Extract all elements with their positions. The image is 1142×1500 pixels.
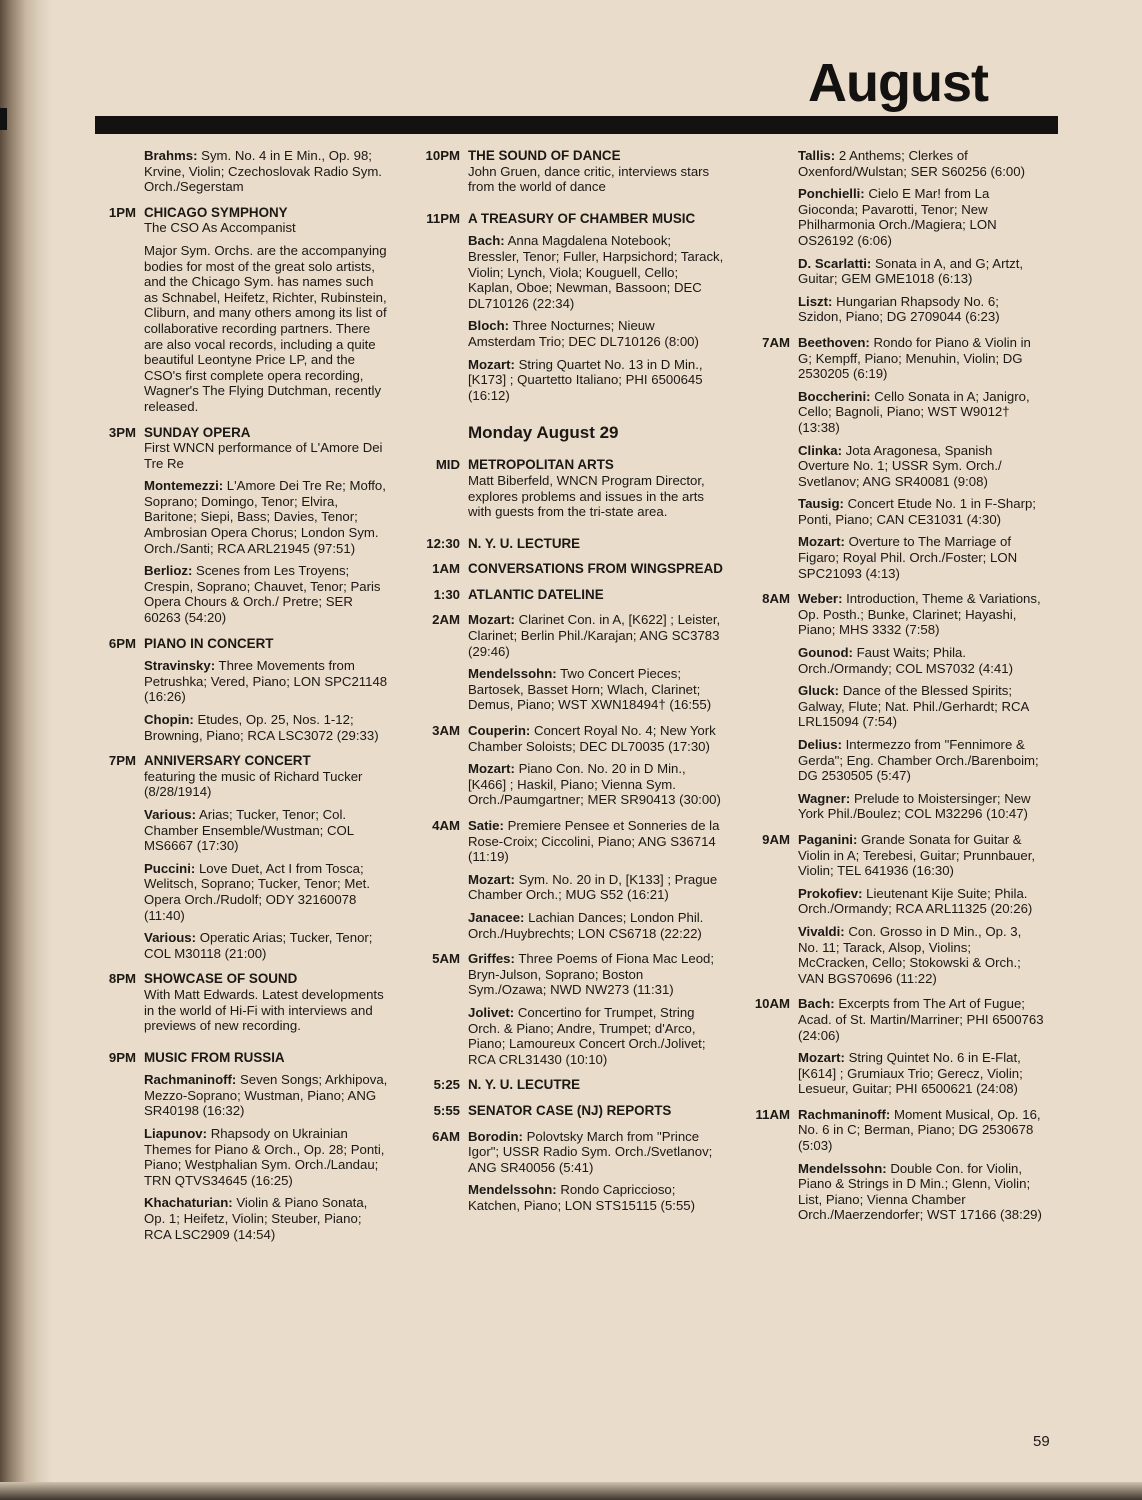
composer-name: Brahms: [144, 148, 198, 163]
recording-entry [468, 357, 724, 404]
recording-entry [798, 1107, 1044, 1154]
slot-body [468, 1129, 724, 1214]
recording-details: Lachian Dances; London Phil. Orch./Huybrechts; LON CS6718 (22:22) [468, 909, 704, 941]
slot-time: 10AM [754, 996, 790, 1012]
composer-name: Chopin: [144, 712, 194, 727]
slot-body [468, 457, 724, 525]
slot-body [468, 587, 724, 603]
slot-time: 5:55 [433, 1102, 460, 1118]
slot-time: 3PM [108, 424, 136, 440]
recording-entry [144, 1126, 390, 1188]
recording-entry [798, 335, 1044, 382]
program-description: With Matt Edwards. Latest developments in the world of Hi-Fi with interviews and previews of new recording. [144, 986, 384, 1034]
composer-name: Paganini: [798, 831, 858, 847]
slot-time: 1:30 [433, 586, 460, 602]
slot-time: 9AM [762, 831, 790, 847]
recording-details: Sym. No. 20 in D, [K133] ; Prague Chamber Orch.; MUG S52 (16:21) [468, 871, 718, 903]
recording-details: Polovtsky March from "Prince Igor"; USSR Radio Sym. Orch./Svetlanov; ANG SR40056 (5:41) [468, 1128, 713, 1175]
slot-body [468, 951, 724, 1067]
recording-details: Overture to The Marriage of Figaro; Royal Phil. Orch./Foster; LON SPC21093 (4:13) [798, 534, 1018, 581]
program-title: CHICAGO SYMPHONY [144, 204, 288, 220]
recording-details: Three Poems of Fiona Mac Leod; Bryn-Julson, Soprano; Boston Sym./Ozawa; NWD NW273 (11:31) [468, 951, 715, 998]
composer-name: Mendelssohn: [468, 1182, 557, 1198]
schedule-slot [744, 148, 1044, 325]
recording-details: String Quartet No. 13 in D Min., [K173] ; Quartetto Italiano; PHI 6500645 (16:12) [468, 356, 703, 403]
recording-details: Anna Magdalena Notebook; Bressler, Tenor; Fuller, Harpsichord; Tarack, Violin; Lynch, Viola; Kouguell, Cello; Kaplan, Oboe; Newman, Bassoon; DEC DL710126 (22:34) [468, 233, 724, 311]
composer-name: Liapunov: [144, 1126, 208, 1142]
schedule-slot [90, 148, 390, 195]
recording-details: Seven Songs; Arkhipova, Mezzo-Soprano; Wustman, Piano; ANG SR40198 (16:32) [144, 1072, 388, 1119]
slot-time: 5AM [432, 951, 460, 967]
slot-time: 10PM [425, 148, 460, 163]
recording-entry [468, 951, 724, 998]
schedule-slot [414, 536, 724, 552]
composer-name: Mozart: [468, 612, 515, 628]
slot-body [798, 996, 1044, 1097]
composer-name: Beethoven: [798, 334, 870, 350]
recording-details: Scenes from Les Troyens; Crespin, Soprano; Chauvet, Tenor; Paris Opera Chours & Orch./ Pretre; SER 60263 (54:20) [144, 563, 381, 626]
slot-body [144, 148, 390, 195]
slot-time: 1AM [432, 561, 460, 577]
page-number: 59 [1033, 1433, 1050, 1450]
schedule-slot [414, 457, 724, 525]
composer-name: Tallis: [798, 148, 836, 163]
composer-name: Vivaldi: [798, 923, 845, 939]
composer-name: Bach: [468, 233, 505, 249]
slot-body [468, 1103, 724, 1119]
composer-name: Puccini: [144, 860, 196, 876]
schedule-slot [744, 1107, 1044, 1223]
slot-body [468, 612, 724, 713]
slot-body [798, 1107, 1044, 1223]
recording-details: Operatic Arias; Tucker, Tenor; COL M30118 (21:00) [144, 930, 373, 961]
recording-details: Jota Aragonesa, Spanish Overture No. 1; USSR Sym. Orch./ Svetlanov; ANG SR40081 (9:08) [798, 442, 1002, 489]
program-description: The CSO As Accompanist [144, 220, 296, 236]
recording-entry [798, 534, 1044, 581]
recording-details: Two Concert Pieces; Bartosek, Basset Horn; Wlach, Clarinet; Demus, Piano; WST XWN18494† (16:55) [468, 666, 712, 713]
recording-entry [798, 294, 1044, 325]
schedule-slot [744, 996, 1044, 1097]
slot-time: 7AM [762, 334, 790, 350]
composer-name: Delius: [798, 737, 842, 752]
recording-entry [144, 1072, 390, 1119]
composer-name: Stravinsky: [144, 658, 216, 674]
slot-time: 11AM [755, 1106, 790, 1122]
recording-entry [144, 243, 390, 415]
slot-time: 11PM [426, 210, 460, 226]
schedule-slot [414, 1103, 724, 1119]
program-title: SUNDAY OPERA [144, 424, 251, 440]
composer-name: Prokofiev: [798, 885, 863, 901]
header-rule [95, 116, 1058, 134]
composer-name: Mozart: [468, 761, 515, 777]
composer-name: Jolivet: [468, 1004, 515, 1020]
recording-entry [798, 645, 1044, 676]
composer-name: Gluck: [798, 683, 840, 699]
slot-time: 6PM [108, 635, 136, 651]
slot-time: 2AM [432, 612, 460, 628]
recording-details: Rhapsody on Ukrainian Themes for Piano & Orch., Op. 28; Ponti, Piano; Westphalian Sym. Orch./Landau; TRN QTVS34645 (16:25) [144, 1126, 385, 1188]
recording-entry [144, 148, 390, 195]
column-1 [90, 148, 390, 1242]
slot-body [468, 148, 724, 201]
recording-details: Double Con. for Violin, Piano & Strings in D Min.; Glenn, Violin; List, Piano; Vienna Chamber Orch./Maerzendorfer; WST 17166 (38:29) [798, 1160, 1042, 1223]
schedule-slot [90, 205, 390, 415]
composer-name: Gounod: [798, 645, 853, 661]
recording-details: L'Amore Dei Tre Re; Moffo, Soprano; Domingo, Tenor; Elvira, Baritone; Siepi, Bass; Davies, Tenor; Ambrosian Opera Chorus; London Sym. Orch./Santi; RCA ARL21945 (97:51) [144, 478, 386, 556]
recording-entry [144, 807, 390, 854]
slot-body [468, 561, 724, 577]
slot-time [90, 148, 144, 195]
recording-details: Grande Sonata for Guitar & Violin in A; Terebesi, Guitar; Prunnbauer, Violin; TEL 641936 (16:30) [798, 831, 1036, 879]
composer-name: Wagner: [798, 790, 851, 806]
program-description: John Gruen, dance critic, interviews stars from the world of dance [468, 163, 710, 195]
recording-details: Etudes, Op. 25, Nos. 1-12; Browning, Piano; RCA LSC3072 (29:33) [144, 712, 379, 743]
schedule-slot [414, 148, 724, 201]
recording-details: Hungarian Rhapsody No. 6; Szidon, Piano; DG 2709044 (6:23) [798, 293, 1000, 325]
recording-entry [798, 443, 1044, 490]
recording-entry [468, 872, 724, 903]
month-heading: August [808, 53, 988, 113]
column-3 [744, 148, 1044, 1223]
program-title: N. Y. U. LECUTRE [468, 1077, 581, 1093]
recording-details: Piano Con. No. 20 in D Min., [K466] ; Haskil, Piano; Vienna Sym. Orch./Paumgartner; MER SR90413 (30:00) [468, 761, 721, 808]
slot-body [468, 723, 724, 808]
composer-name: Satie: [468, 818, 504, 833]
composer-name: D. Scarlatti: [798, 255, 872, 271]
slot-time: 4AM [432, 818, 460, 833]
recording-entry [798, 683, 1044, 730]
recording-entry [468, 1129, 724, 1176]
slot-time: 3AM [432, 723, 460, 739]
program-description: Matt Biberfeld, WNCN Program Director, explores problems and issues in the arts with guests from the tri-state area. [468, 472, 705, 520]
schedule-slot [90, 636, 390, 744]
schedule-slot [744, 832, 1044, 986]
program-title: SHOWCASE OF SOUND [144, 971, 298, 987]
schedule-slot [414, 211, 724, 404]
slot-body [144, 753, 390, 961]
recording-details: Major Sym. Orchs. are the accompanying bodies for most of the great solo artists, and the Chicago Sym. has names such as Schnabel, Heifetz, Richter, Rubinstein, Cliburn, and many others among its list of collaborative recording partners. There are also vocal records, including a quite beautiful Leontyne Price LP, and the CSO's first complete opera recording, Wagner's The Flying Dutchman, recently released. [144, 242, 387, 414]
recording-entry [144, 478, 390, 556]
recording-entry [468, 818, 724, 865]
slot-body [798, 591, 1044, 822]
schedule-slot [90, 971, 390, 1039]
recording-details: Rondo for Piano & Violin in G; Kempff, Piano; Menuhin, Violin; DG 2530205 (6:19) [798, 334, 1031, 382]
program-description: First WNCN performance of L'Amore Dei Tre Re [144, 440, 383, 471]
recording-details: Clarinet Con. in A, [K622] ; Leister, Clarinet; Berlin Phil./Karajan; ANG SC3783 (29:46) [468, 612, 721, 659]
schedule-slot [744, 591, 1044, 822]
composer-name: Couperin: [468, 723, 531, 739]
recording-details: Cello Sonata in A; Janigro, Cello; Bagnoli, Piano; WST W9012† (13:38) [798, 388, 1030, 435]
slot-time: 8PM [108, 971, 136, 987]
schedule-slot [414, 561, 724, 577]
schedule-slot [414, 818, 724, 941]
program-title: PIANO IN CONCERT [144, 635, 274, 651]
recording-details: Faust Waits; Phila. Orch./Ormandy; COL MS7032 (4:41) [798, 645, 1013, 676]
recording-entry [144, 658, 390, 705]
recording-details: Sym. No. 4 in E Min., Op. 98; Krvine, Violin; Czechoslovak Radio Sym. Orch./Segerstam [144, 148, 382, 195]
recording-entry [468, 666, 724, 713]
slot-time: 5:25 [433, 1077, 460, 1093]
composer-name: Various: [144, 930, 197, 946]
recording-entry [468, 1005, 724, 1067]
slot-time: 6AM [432, 1128, 460, 1144]
slot-body [798, 335, 1044, 581]
composer-name: Montemezzi: [144, 478, 224, 494]
schedule-slot [90, 425, 390, 626]
binding-spine [0, 0, 52, 1500]
slot-body [144, 1050, 390, 1243]
recording-details: Violin & Piano Sonata, Op. 1; Heifetz, Violin; Steuber, Piano; RCA LSC2909 (14:54) [144, 1195, 368, 1242]
slot-body [144, 971, 390, 1039]
composer-name: Liszt: [798, 293, 833, 309]
composer-name: Janacee: [468, 909, 525, 925]
day-heading: Monday August 29 [468, 423, 619, 443]
composer-name: Bach: [798, 996, 835, 1012]
slot-body [468, 818, 724, 941]
recording-entry [798, 1050, 1044, 1097]
recording-entry [798, 389, 1044, 436]
schedule-slot [414, 951, 724, 1067]
composer-name: Rachmaninoff: [144, 1072, 237, 1088]
program-title: ANNIVERSARY CONCERT [144, 753, 311, 769]
recording-entry [798, 886, 1044, 917]
recording-details: Rondo Capriccioso; Katchen, Piano; LON STS15115 (5:55) [468, 1182, 696, 1213]
schedule-slot [414, 1077, 724, 1093]
recording-entry [468, 1182, 724, 1213]
recording-details: Three Movements from Petrushka; Vered, Piano; LON SPC21148 (16:26) [144, 658, 388, 705]
composer-name: Clinka: [798, 442, 842, 458]
composer-name: Mozart: [798, 1050, 845, 1066]
schedule-slot [90, 753, 390, 961]
recording-entry [468, 723, 724, 754]
program-title: MUSIC FROM RUSSIA [144, 1049, 285, 1065]
recording-details: String Quintet No. 6 in E-Flat, [K614] ; Grumiaux Trio; Gerecz, Violin; Lesueur, Guitar; PHI 6500621 (24:08) [798, 1050, 1023, 1097]
composer-name: Ponchielli: [798, 186, 865, 202]
recording-details: Dance of the Blessed Spirits; Galway, Flute; Nat. Phil./Gerhardt; RCA LRL15094 (7:54) [798, 683, 1029, 730]
schedule-slot [414, 612, 724, 713]
slot-body [144, 636, 390, 744]
recording-entry [144, 930, 390, 961]
recording-details: Lieutenant Kije Suite; Phila. Orch./Ormandy; RCA ARL11325 (20:26) [798, 885, 1033, 917]
composer-name: Various: [144, 806, 197, 822]
recording-details: Moment Musical, Op. 16, No. 6 in C; Berman, Piano; DG 2530678 (5:03) [798, 1106, 1041, 1154]
composer-name: Mozart: [798, 534, 845, 550]
recording-entry [798, 256, 1044, 287]
recording-entry [468, 233, 724, 311]
recording-entry [144, 1195, 390, 1242]
recording-details: Sonata in A, and G; Artzt, Guitar; GEM GME1018 (6:13) [798, 255, 1024, 287]
recording-entry [798, 1161, 1044, 1223]
program-title: SENATOR CASE (NJ) REPORTS [468, 1102, 672, 1118]
recording-entry [468, 612, 724, 659]
composer-name: Boccherini: [798, 388, 871, 404]
program-title: THE SOUND OF DANCE [468, 148, 621, 163]
recording-entry [798, 791, 1044, 822]
composer-name: Griffes: [468, 951, 515, 967]
program-title: ATLANTIC DATELINE [468, 586, 604, 602]
composer-name: Rachmaninoff: [798, 1106, 891, 1122]
program-title: A TREASURY OF CHAMBER MUSIC [468, 210, 696, 226]
composer-name: Tausig: [798, 496, 844, 512]
schedule-slot [414, 723, 724, 808]
recording-details: Premiere Pensee et Sonneries de la Rose-Croix; Ciccolini, Piano; ANG S36714 (11:19) [468, 818, 720, 865]
recording-details: Arias; Tucker, Tenor; Col. Chamber Ensemble/Wustman; COL MS6667 (17:30) [144, 806, 354, 854]
composer-name: Mendelssohn: [798, 1160, 887, 1176]
recording-details: Intermezzo from "Fennimore & Gerda"; Eng. Chamber Orch./Barenboim; DG 2530505 (5:47) [798, 737, 1039, 784]
slot-time: MID [435, 457, 460, 473]
recording-entry [144, 861, 390, 923]
recording-entry [798, 591, 1044, 638]
composer-name: Khachaturian: [144, 1195, 233, 1211]
recording-entry [798, 186, 1044, 248]
slot-time [744, 148, 798, 325]
slot-body [468, 211, 724, 404]
schedule-slot [414, 587, 724, 603]
schedule-slot [90, 1050, 390, 1243]
recording-details: Concert Royal No. 4; New York Chamber Soloists; DEC DL70035 (17:30) [468, 723, 716, 754]
column-2 [414, 148, 724, 1213]
recording-entry [798, 924, 1044, 986]
composer-name: Borodin: [468, 1128, 523, 1144]
slot-body [798, 832, 1044, 986]
recording-entry [144, 712, 390, 743]
recording-details: Concert Etude No. 1 in F-Sharp; Ponti, Piano; CAN CE31031 (4:30) [798, 496, 1036, 527]
composer-name: Bloch: [468, 318, 510, 334]
spine-mark [0, 108, 7, 130]
program-title: CONVERSATIONS FROM WINGSPREAD [468, 561, 723, 577]
recording-entry [798, 148, 1044, 179]
recording-entry [144, 563, 390, 625]
recording-details: Excerpts from The Art of Fugue; Acad. of St. Martin/Marriner; PHI 6500763 (24:06) [798, 996, 1044, 1043]
slot-time: 8AM [762, 591, 790, 607]
recording-entry [798, 996, 1044, 1043]
schedule-slot [414, 1129, 724, 1214]
program-title: N. Y. U. LECTURE [468, 535, 581, 551]
recording-entry [798, 832, 1044, 879]
composer-name: Mozart: [468, 356, 515, 372]
slot-time: 12:30 [426, 535, 460, 551]
slot-body [144, 425, 390, 626]
program-title: METROPOLITAN ARTS [468, 457, 614, 473]
composer-name: Mendelssohn: [468, 666, 557, 682]
slot-body [468, 1077, 724, 1093]
slot-time: 7PM [108, 753, 136, 769]
program-description: featuring the music of Richard Tucker (8/28/1914) [144, 768, 363, 800]
recording-entry [798, 737, 1044, 784]
slot-body [468, 536, 724, 552]
slot-body [144, 205, 390, 415]
recording-entry [798, 496, 1044, 527]
recording-details: Love Duet, Act I from Tosca; Welitsch, Soprano; Tucker, Tenor; Met. Opera Orch./Rudolf; ODY 32160078 (11:40) [144, 860, 371, 923]
recording-details: Concertino for Trumpet, String Orch. & Piano; Andre, Trumpet; d'Arco, Piano; Lamoureux Concert Orch./Jolivet; RCA CRL31430 (10:10) [468, 1004, 706, 1067]
schedule-slot [744, 335, 1044, 581]
slot-time: 1PM [108, 204, 136, 220]
slot-time: 9PM [108, 1049, 136, 1065]
recording-details: Introduction, Theme & Variations, Op. Posth.; Bunke, Clarinet; Hayashi, Piano; MHS 3332 (7:58) [798, 591, 1041, 638]
recording-details: Con. Grosso in D Min., Op. 3, No. 11; Tarack, Alsop, Violins; McCracken, Cello; Stokowski & Orch.; VAN BGS70696 (11:22) [798, 923, 1022, 986]
composer-name: Weber: [798, 591, 843, 607]
recording-details: Three Nocturnes; Nieuw Amsterdam Trio; DEC DL710126 (8:00) [468, 318, 699, 349]
composer-name: Berlioz: [144, 563, 193, 579]
recording-entry [468, 910, 724, 941]
recording-details: 2 Anthems; Clerkes of Oxenford/Wulstan; SER S60256 (6:00) [798, 148, 1025, 179]
recording-details: Cielo E Mar! from La Gioconda; Pavarotti, Tenor; New Philharmonia Orch./Magiera; LON OS26192 (6:06) [798, 186, 997, 248]
composer-name: Mozart: [468, 871, 515, 887]
recording-entry [468, 761, 724, 808]
slot-body [798, 148, 1044, 325]
page-edge [0, 1482, 1142, 1500]
recording-entry [468, 318, 724, 349]
recording-details: Prelude to Moistersinger; New York Phil./Boulez; COL M32296 (10:47) [798, 790, 1031, 822]
